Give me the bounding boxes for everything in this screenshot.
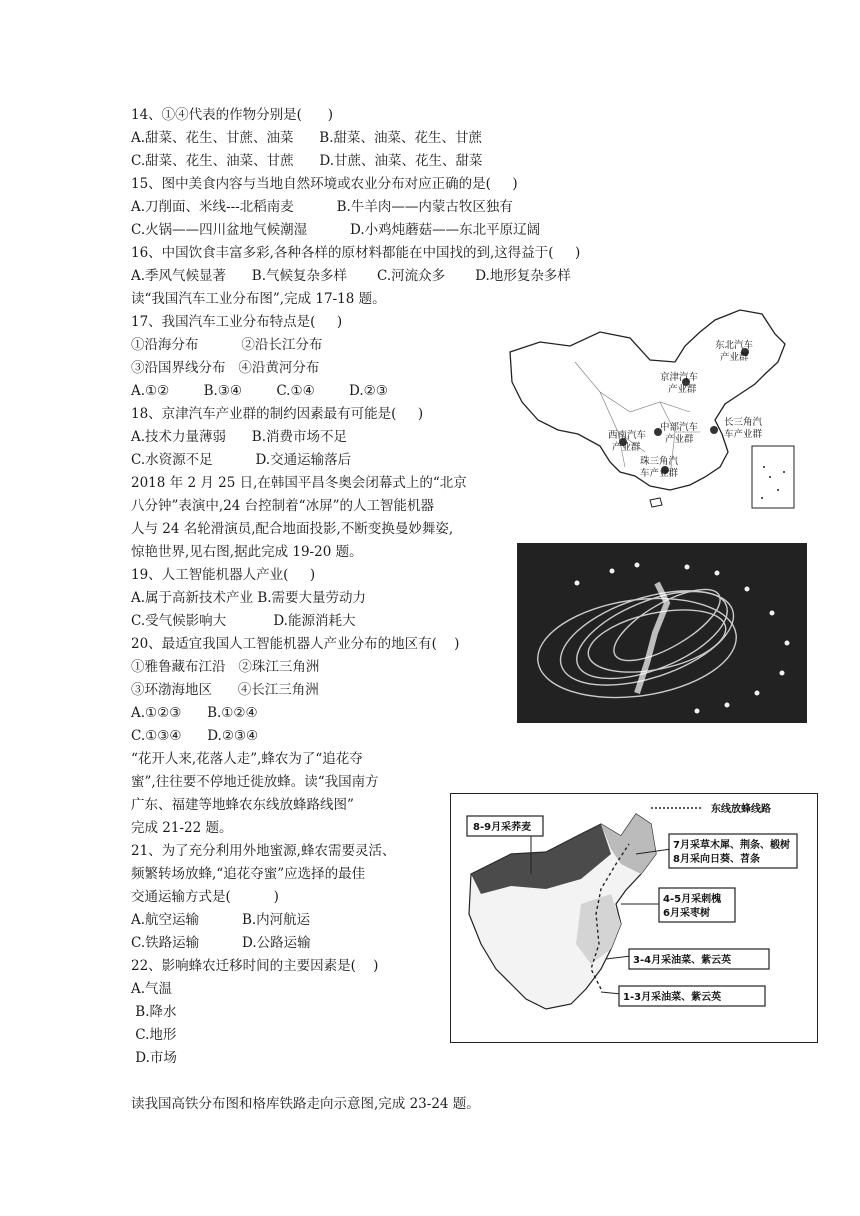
- q18-options-ab: A.技术力量薄弱 B.消费市场不足: [131, 429, 347, 445]
- label-changsanjiao: 长三角汽: [724, 417, 763, 428]
- q18-stem: 18、京津汽车产业群的制约因素最有可能是( ): [131, 406, 424, 422]
- intro-17-18: 读“我国汽车工业分布图”,完成 17-18 题。: [131, 291, 386, 307]
- q16-stem: 16、中国饮食丰富多彩,各种各样的原材料都能在中国找的到,这得益于( ): [131, 245, 581, 261]
- q14-stem: 14、①④代表的作物分别是( ): [131, 107, 333, 123]
- box-jan-march: 1-3月采油菜、紫云英: [623, 992, 722, 1003]
- q17-items-34: ③沿国界线分布 ④沿黄河分布: [131, 360, 320, 376]
- q14-options-cd: C.甜菜、花生、油菜、甘蔗 D.甘蔗、油菜、花生、甜菜: [131, 153, 483, 169]
- q22-option-a: A.气温: [131, 981, 173, 997]
- q17-options: A.①② B.③④ C.①④ D.②③: [131, 383, 388, 399]
- q18-options-cd: C.水资源不足 D.交通运输落后: [131, 452, 352, 468]
- label-zhongbu-2: 产业群: [665, 434, 694, 445]
- box-august: 8月采向日葵、苕条: [673, 854, 760, 865]
- label-changsanjiao-2: 车产业群: [724, 429, 763, 440]
- intro-19-20-line2: 八分钟”表演中,24 台控制着“冰屏”的人工智能机器: [131, 498, 434, 514]
- q21-stem-line3: 交通运输方式是( ): [131, 889, 279, 905]
- intro-21-22-line3: 广东、福建等地蜂农东线放蜂路线图”: [131, 797, 354, 813]
- intro-19-20-line1: 2018 年 2 月 25 日,在韩国平昌冬奥会闭幕式上的“北京: [131, 475, 467, 491]
- q20-stem: 20、最适宜我国人工智能机器人产业分布的地区有( ): [131, 636, 460, 652]
- q21-options-ab: A.航空运输 B.内河航运: [131, 912, 311, 928]
- inset-south-china-sea: [752, 446, 794, 508]
- q21-options-cd: C.铁路运输 D.公路运输: [131, 935, 311, 951]
- q17-stem: 17、我国汽车工业分布特点是( ): [131, 314, 343, 330]
- q15-stem: 15、图中美食内容与当地自然环境或农业分布对应正确的是( ): [131, 176, 518, 192]
- q22-option-d: D.市场: [131, 1050, 177, 1066]
- intro-19-20-line3: 人与 24 名轮滑演员,配合地面投影,不断变换曼妙舞姿,: [131, 521, 454, 537]
- q17-items-12: ①沿海分布 ②沿长江分布: [131, 337, 323, 353]
- label-dongbei-2: 产业群: [720, 352, 749, 363]
- box-april-may: 4-5月采刺槐: [663, 894, 722, 905]
- olympic-performance-photo: [517, 543, 807, 723]
- q22-option-c: C.地形: [131, 1027, 177, 1043]
- intro-21-22-line4: 完成 21-22 题。: [131, 820, 233, 836]
- legend-east-route: 东线放蜂线路: [711, 804, 771, 815]
- box-march-april: 3-4月采油菜、紫云英: [633, 955, 732, 966]
- auto-industry-map: [500, 302, 810, 514]
- q20-items-12: ①雅鲁藏布江沿 ②珠江三角洲: [131, 659, 320, 675]
- q21-stem-line2: 频繁转场放蜂,“追花夺蜜”应选择的最佳: [131, 866, 366, 882]
- label-zhongbu: 中部汽车: [660, 422, 699, 433]
- label-xinan: 西南汽车: [608, 430, 647, 441]
- label-zhusanjiao: 珠三角汽: [640, 456, 679, 467]
- q19-stem: 19、人工智能机器人产业( ): [131, 567, 316, 583]
- label-zhusanjiao-2: 车产业群: [640, 468, 679, 479]
- q20-items-34: ③环渤海地区 ④长江三角洲: [131, 682, 319, 698]
- label-jingjin-2: 产业群: [668, 384, 697, 395]
- q22-option-b: B.降水: [131, 1004, 177, 1020]
- q14-options-ab: A.甜菜、花生、甘蔗、油菜 B.甜菜、油菜、花生、甘蔗: [131, 130, 482, 146]
- label-xinan-2: 产业群: [612, 442, 641, 453]
- label-jingjin: 京津汽车: [660, 372, 699, 383]
- intro-21-22-line1: “花开人来,花落人走”,蜂农为了“追花夺: [131, 751, 363, 767]
- q15-options-cd: C.火锅——四川盆地气候潮湿 D.小鸡炖蘑菇——东北平原辽阔: [131, 222, 541, 238]
- intro-23-24: 读我国高铁分布图和格库铁路走向示意图,完成 23-24 题。: [131, 1096, 480, 1112]
- q19-options-cd: C.受气候影响大 D.能源消耗大: [131, 613, 356, 629]
- q22-stem: 22、影响蜂农迁移时间的主要因素是( ): [131, 958, 379, 974]
- label-dongbei: 东北汽车: [715, 340, 754, 351]
- q16-options: A.季风气候显著 B.气候复杂多样 C.河流众多 D.地形复杂多样: [131, 268, 571, 284]
- q21-stem-line1: 21、为了充分利用外地蜜源,蜂农需要灵活、: [131, 843, 396, 859]
- q15-options-ab: A.刀削面、米线---北稻南麦 B.牛羊肉——内蒙古牧区独有: [131, 199, 513, 215]
- box-buckwheat: 8-9月采荞麦: [473, 822, 532, 833]
- hainan: [650, 498, 662, 507]
- q20-options-ab: A.①②③ B.①②④: [131, 705, 258, 721]
- q19-options-ab: A.属于高新技术产业 B.需要大量劳动力: [131, 590, 367, 606]
- q20-options-cd: C.①③④ D.②③④: [131, 728, 259, 744]
- intro-21-22-line2: 蜜”,往往要不停地迁徙放蜂。读“我国南方: [131, 774, 379, 790]
- intro-19-20-line4: 惊艳世界,见右图,据此完成 19-20 题。: [131, 544, 363, 560]
- beekeeping-route-map: [450, 793, 818, 1043]
- box-june: 6月采枣树: [663, 908, 710, 919]
- box-july: 7月采草木犀、荆条、椴树: [673, 840, 790, 851]
